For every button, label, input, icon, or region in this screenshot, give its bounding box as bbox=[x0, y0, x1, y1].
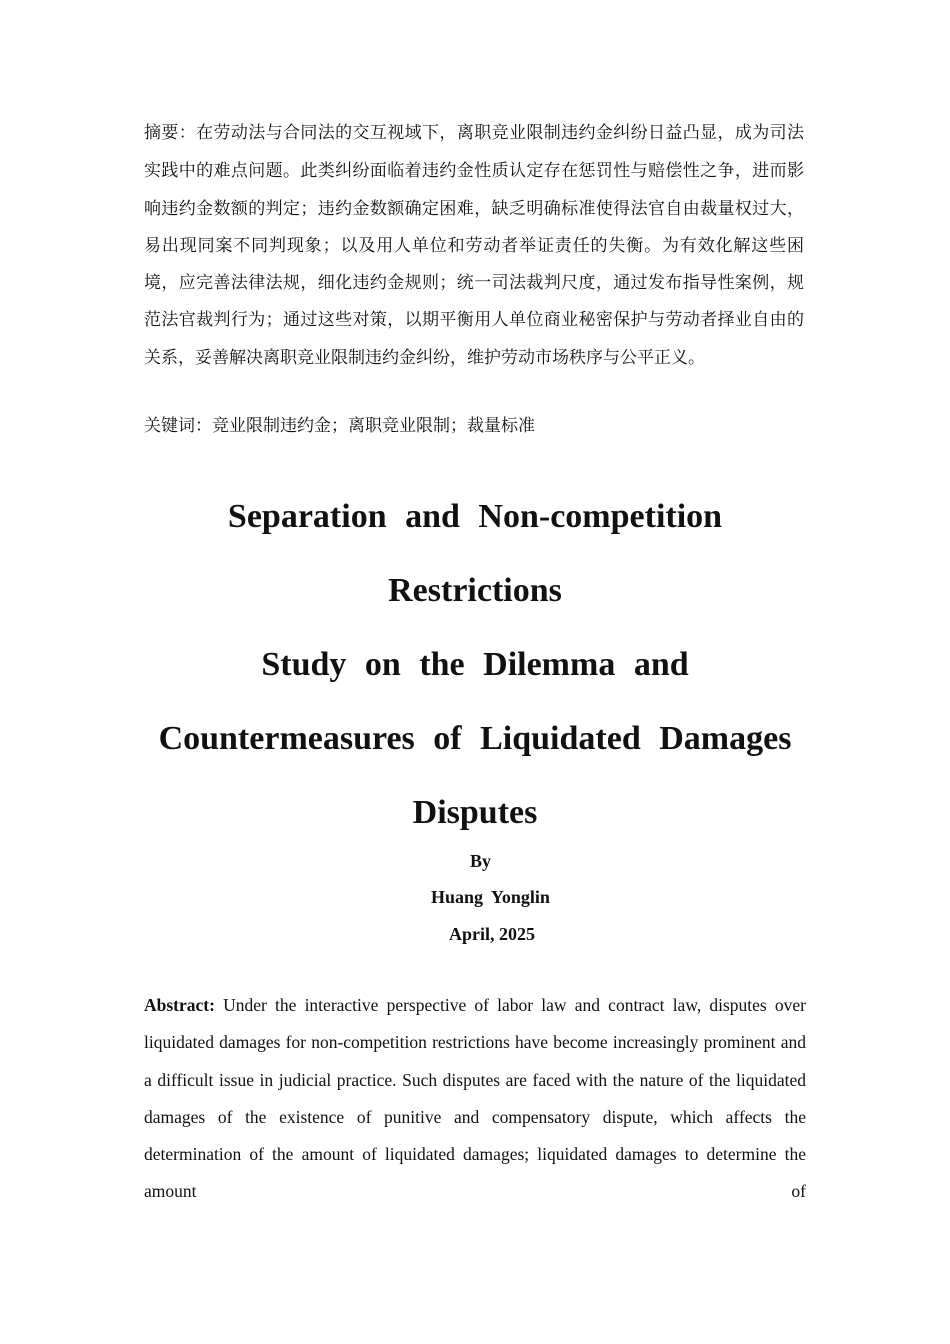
english-title-line-2: Restrictions bbox=[388, 572, 562, 609]
english-abstract-label: Abstract: bbox=[144, 995, 215, 1015]
chinese-abstract-text: 在劳动法与合同法的交互视域下，离职竞业限制违约金纠纷日益凸显，成为司法实践中的难点问题。此类纠纷面临着违约金性质认定存在惩罚性与赔偿性之争，进而影响违约金数额的判定；违约金数额确定困难，缺乏明确标准使得法官自由裁量权过大，易出现同案不同判现象；以及用人单位和劳动者举证责任的失衡。为有效化解这些困境，应完善法律法规，细化违约金规则；统一司法裁判尺度，通过发布指导性案例，规范法官裁判行为；通过这些对策，以期平衡用人单位商业秘密保护与劳动者择业自由的关系，妥善解决离职竞业限制违约金纠纷，维护劳动市场秩序与公平正义。 bbox=[144, 123, 805, 367]
author-name: Huang Yonglin bbox=[431, 887, 550, 907]
chinese-keywords-text: 竞业限制违约金；离职竞业限制；裁量标准 bbox=[212, 416, 535, 435]
english-abstract bbox=[144, 987, 806, 1209]
byline-by: By bbox=[470, 851, 492, 871]
chinese-abstract bbox=[144, 114, 804, 376]
chinese-keywords bbox=[144, 409, 804, 443]
chinese-keywords-label: 关键词： bbox=[144, 416, 212, 436]
english-subtitle: Study on the Dilemma and Countermeasures of Liquidated Damages Disputes bbox=[158, 646, 792, 831]
chinese-abstract-label: 摘要： bbox=[144, 123, 197, 143]
english-abstract-text: Under the interactive perspective of labor law and contract law, disputes over liquidated damages for non-competition restrictions have become increasingly prominent and a difficult issue in judicial practice. Such disputes are faced with the nature of the liquidated damages of the existence of punitive and compensatory dispute, which affects the determination of the amount of liquidated damages; liquidated damages to determine the amount of bbox=[144, 995, 806, 1202]
english-title-line-1: Separation and Non-competition bbox=[227, 498, 723, 535]
publication-date: April, 2025 bbox=[449, 924, 536, 944]
english-title bbox=[144, 480, 806, 628]
